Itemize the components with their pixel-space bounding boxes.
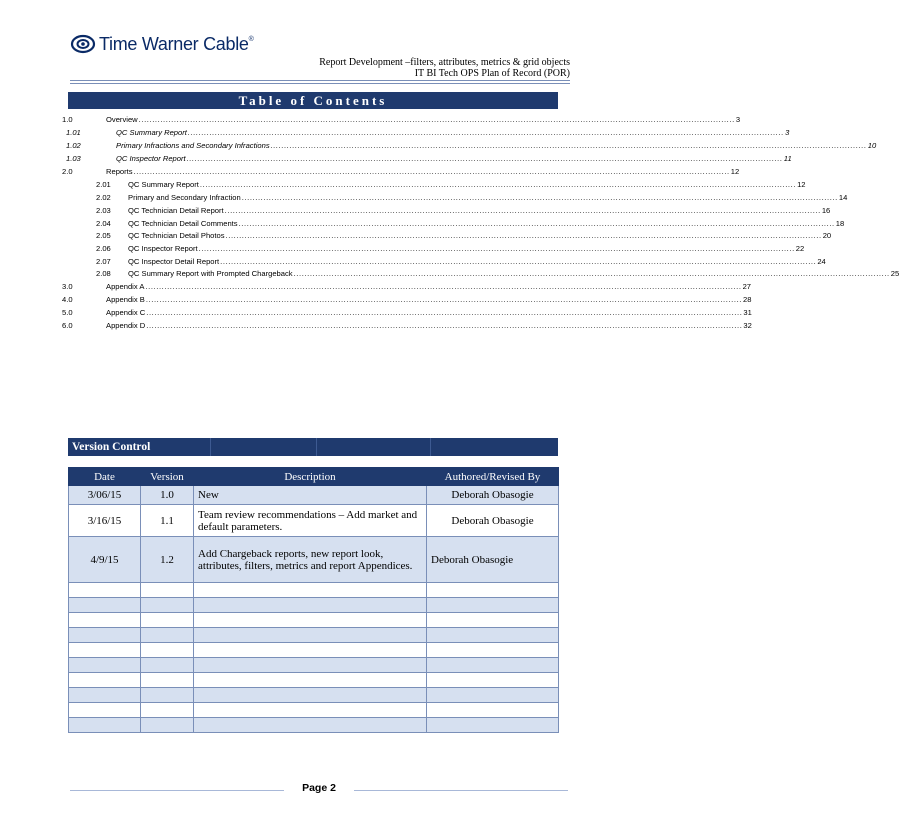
- toc-dot-leader: ............................................................................................................................................................................................................................: [146, 321, 743, 330]
- table-row-empty: [69, 703, 559, 718]
- toc-entry-title: QC Inspector Report: [128, 244, 198, 253]
- column-header-version: Version: [141, 468, 194, 486]
- toc-entry[interactable]: [96, 242, 805, 253]
- column-header-author: Authored/Revised By: [427, 468, 559, 486]
- cell-version: 1.0: [141, 486, 194, 505]
- footer-rule-left: [70, 790, 284, 791]
- cell-description: Add Chargeback reports, new report look, attributes, filters, metrics and report Appendices.: [194, 537, 427, 583]
- toc-entry[interactable]: [96, 178, 806, 189]
- cell-date: 3/06/15: [69, 486, 141, 505]
- toc-entry[interactable]: [62, 113, 741, 124]
- toc-entry[interactable]: [96, 255, 826, 266]
- cell-description: New: [194, 486, 427, 505]
- toc-entry-number: 2.0: [62, 167, 73, 176]
- toc-entry-number: 6.0: [62, 321, 73, 330]
- toc-entry-number: 2.05: [96, 231, 111, 240]
- toc-entry-page: 24: [817, 257, 826, 266]
- toc-entry-number: 5.0: [62, 308, 73, 317]
- cell-version: 1.1: [141, 505, 194, 537]
- table-row-empty: [69, 688, 559, 703]
- toc-entry-number: 2.07: [96, 257, 111, 266]
- toc-entry-title: QC Summary Report: [116, 128, 187, 137]
- table-header-row: [69, 468, 559, 486]
- toc-entry-number: 2.03: [96, 206, 111, 215]
- toc-entry[interactable]: [62, 306, 752, 317]
- eye-ball-logo-icon: [70, 33, 96, 55]
- toc-entry-number: 4.0: [62, 295, 73, 304]
- cell-author: Deborah Obasogie: [427, 505, 559, 537]
- toc-entry-page: 10: [867, 141, 877, 150]
- header-rule-thin: [70, 83, 570, 84]
- toc-entry-page: 25: [890, 269, 899, 278]
- toc-dot-leader: ............................................................................................................................................................................................................................: [224, 206, 821, 215]
- toc-dot-leader: ............................................................................................................................................................................................................................: [133, 167, 730, 176]
- table-row: [69, 505, 559, 537]
- toc-entry-page: 18: [835, 219, 845, 228]
- header-rule: [70, 80, 570, 81]
- column-header-date: Date: [69, 468, 141, 486]
- toc-dot-leader: ............................................................................................................................................................................................................................: [198, 244, 795, 253]
- toc-entry-number: 1.01: [66, 128, 81, 137]
- toc-entry-page: 12: [730, 167, 740, 176]
- toc-dot-leader: ............................................................................................................................................................................................................................: [186, 154, 783, 163]
- toc-dot-leader: ............................................................................................................................................................................................................................: [199, 180, 797, 189]
- toc-entry-title: QC Technician Detail Photos: [128, 231, 225, 240]
- toc-entry[interactable]: [96, 191, 848, 202]
- toc-dot-leader: ............................................................................................................................................................................................................................: [138, 115, 735, 124]
- toc-dot-leader: ............................................................................................................................................................................................................................: [225, 231, 822, 240]
- company-logo: [70, 33, 253, 55]
- toc-entry-number: 1.0: [62, 115, 73, 124]
- table-row-empty: [69, 583, 559, 598]
- table-row-empty: [69, 658, 559, 673]
- toc-entry-number: 2.08: [96, 269, 111, 278]
- toc-entry-page: 3: [735, 115, 741, 124]
- toc-entry-number: 2.06: [96, 244, 111, 253]
- toc-entry-page: 20: [822, 231, 832, 240]
- table-row-empty: [69, 718, 559, 733]
- toc-entry-title: Appendix C: [106, 308, 146, 317]
- toc-entry-page: 32: [743, 321, 752, 330]
- page-number: Page 2: [302, 782, 336, 794]
- toc-entry-number: 2.01: [96, 180, 111, 189]
- toc-dot-leader: ............................................................................................................................................................................................................................: [187, 128, 785, 137]
- toc-entry-title: Appendix B: [106, 295, 145, 304]
- cell-date: 4/9/15: [69, 537, 141, 583]
- toc-entry-title: QC Summary Report with Prompted Chargeback: [128, 269, 293, 278]
- toc-dot-leader: ............................................................................................................................................................................................................................: [293, 269, 890, 278]
- toc-entry-number: 2.02: [96, 193, 111, 202]
- table-row-empty: [69, 628, 559, 643]
- toc-entry-title: Overview: [106, 115, 138, 124]
- toc-entry-title: Reports: [106, 167, 133, 176]
- toc-entry[interactable]: [96, 229, 832, 240]
- toc-entry-page: 12: [797, 180, 806, 189]
- header-subtitle: Report Development –filters, attributes, metrics & grid objects: [319, 57, 570, 68]
- version-control-table: [68, 467, 559, 733]
- toc-entry[interactable]: [96, 217, 845, 228]
- version-control-title: Version Control: [68, 438, 558, 456]
- toc-entry-number: 3.0: [62, 282, 73, 291]
- cell-author: Deborah Obasogie: [427, 537, 559, 583]
- toc-entry[interactable]: [66, 126, 790, 137]
- cell-version: 1.2: [141, 537, 194, 583]
- toc-dot-leader: ............................................................................................................................................................................................................................: [145, 282, 742, 291]
- toc-entry-title: QC Technician Detail Comments: [128, 219, 238, 228]
- table-row-empty: [69, 598, 559, 613]
- table-row-empty: [69, 613, 559, 628]
- toc-entry-page: 16: [821, 206, 831, 215]
- footer-rule-right: [354, 790, 568, 791]
- cell-date: 3/16/15: [69, 505, 141, 537]
- toc-entry[interactable]: [96, 267, 899, 278]
- toc-entry-number: 1.03: [66, 154, 81, 163]
- toc-entry-title: QC Technician Detail Report: [128, 206, 224, 215]
- toc-entry-page: 28: [743, 295, 752, 304]
- cell-description: Team review recommendations – Add market and default parameters.: [194, 505, 427, 537]
- column-header-description: Description: [194, 468, 427, 486]
- toc-entry[interactable]: [62, 319, 752, 330]
- header-plan-title: IT BI Tech OPS Plan of Record (POR): [414, 68, 570, 79]
- toc-entry[interactable]: [66, 152, 792, 163]
- toc-entry[interactable]: [96, 204, 831, 215]
- toc-entry[interactable]: [62, 293, 752, 304]
- toc-entry-page: 11: [783, 154, 792, 163]
- toc-entry-title: Appendix D: [106, 321, 146, 330]
- toc-dot-leader: ............................................................................................................................................................................................................................: [220, 257, 817, 266]
- cell-author: Deborah Obasogie: [427, 486, 559, 505]
- toc-entry-title: QC Summary Report: [128, 180, 199, 189]
- toc-entry-number: 2.04: [96, 219, 111, 228]
- toc-entry-number: 1.02: [66, 141, 81, 150]
- toc-entry[interactable]: [62, 280, 752, 291]
- table-row: [69, 537, 559, 583]
- table-row-empty: [69, 673, 559, 688]
- toc-entry[interactable]: [62, 165, 740, 176]
- toc-dot-leader: ............................................................................................................................................................................................................................: [238, 219, 835, 228]
- toc-dot-leader: ............................................................................................................................................................................................................................: [241, 193, 838, 202]
- toc-entry-title: QC Inspector Detail Report: [128, 257, 220, 266]
- toc-entry[interactable]: [66, 139, 877, 150]
- toc-entry-title: Primary Infractions and Secondary Infractions: [116, 141, 270, 150]
- table-row: [69, 486, 559, 505]
- toc-entry-title: QC Inspector Report: [116, 154, 186, 163]
- toc-dot-leader: ............................................................................................................................................................................................................................: [146, 308, 743, 317]
- table-row-empty: [69, 643, 559, 658]
- toc-dot-leader: ............................................................................................................................................................................................................................: [145, 295, 742, 304]
- toc-entry-title: Primary and Secondary Infraction: [128, 193, 241, 202]
- toc-entry-page: 27: [742, 282, 752, 291]
- toc-title: Table of Contents: [68, 92, 558, 109]
- toc-entry-title: Appendix A: [106, 282, 145, 291]
- toc-entry-page: 22: [795, 244, 805, 253]
- toc-entry-page: 3: [785, 128, 790, 137]
- logo-wordmark: Time Warner Cable®: [99, 33, 254, 54]
- toc-entry-page: 31: [743, 308, 752, 317]
- toc-dot-leader: ............................................................................................................................................................................................................................: [270, 141, 867, 150]
- toc-entry-page: 14: [838, 193, 848, 202]
